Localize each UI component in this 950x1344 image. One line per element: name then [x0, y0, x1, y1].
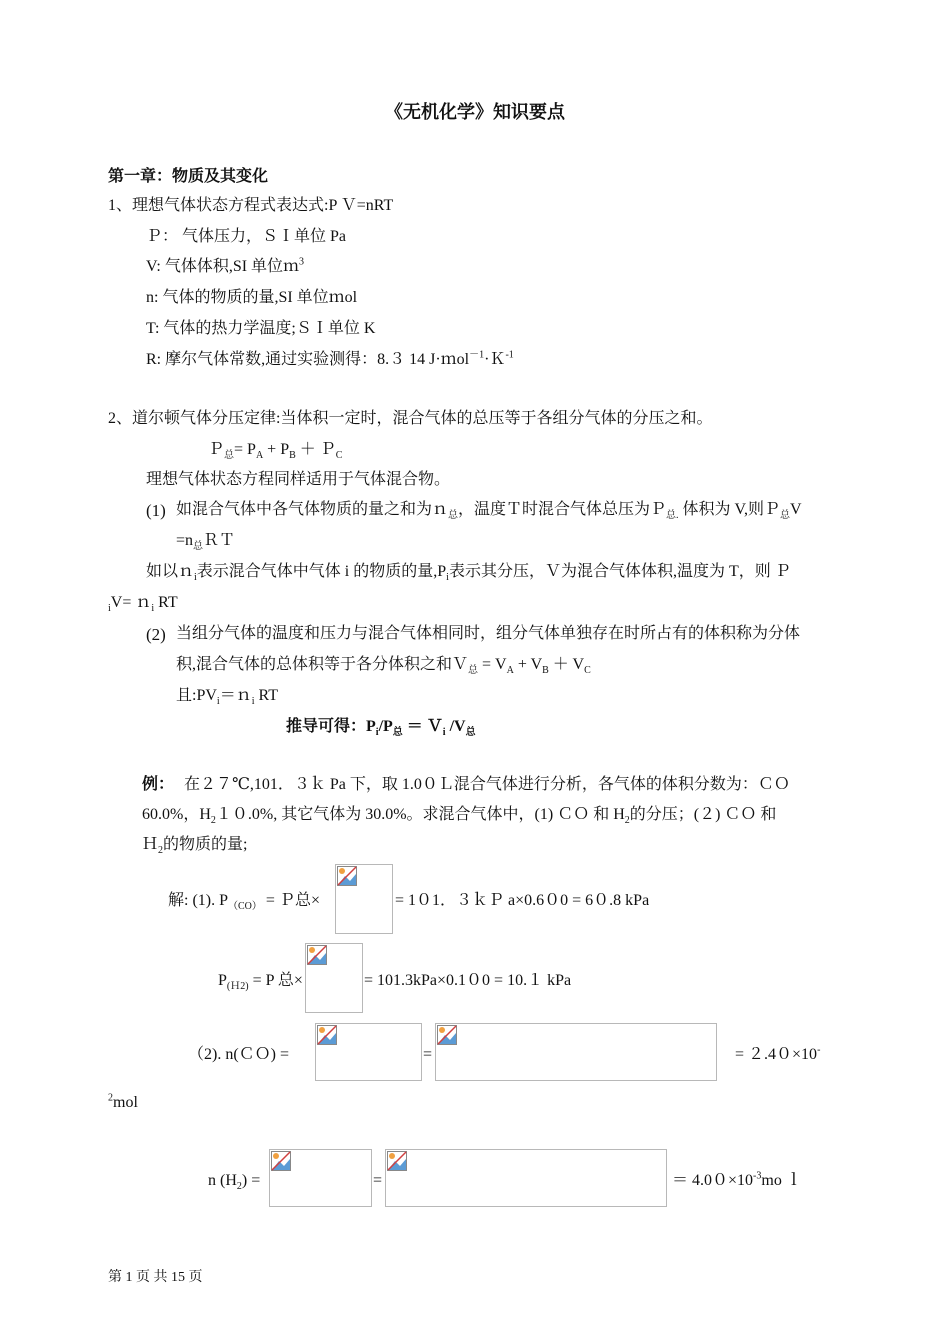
formula-image — [305, 943, 363, 1013]
item1-continuation: $=n_总RT$ — [176, 532, 236, 553]
example-line2: 60.0%，$H_210.0\%$, 其它气体为 30.0%。求混合气体中，(1) ＣＯ 和 $H_2$的分压；(２) ＣＯ 和 — [142, 806, 777, 827]
broken-image-icon — [317, 1025, 337, 1045]
solution-pco-rhs: = 1０1．３ｋＰ a×0.6０0 = 6０.8 kPa — [395, 892, 650, 909]
example-line1: 在２７℃,101．３ｋ Pa 下，取 1.0０Ｌ混合气体进行分析，各气体的体积分数为：ＣＯ — [184, 776, 790, 793]
formula-image — [335, 864, 393, 934]
page-title: 《无机化学》知识要点 — [385, 102, 565, 122]
solution-nco-lhs: （2). n(ＣＯ) = — [188, 1046, 290, 1063]
solution-nh2-lhs: n $(H_2)$ = — [208, 1172, 261, 1193]
def-p: Ｐ： 气体压力，ＳＩ单位 Pa — [146, 228, 347, 245]
broken-image-icon — [437, 1025, 457, 1045]
broken-image-icon — [271, 1151, 291, 1171]
item2-line1: 当组分气体的温度和压力与混合气体相同时，组分气体单独存在时所占有的体积称为分体 — [176, 625, 801, 642]
dalton-equation: Ｐ$_总$= $P_A + P_B$ ＋ Ｐ$_C$ — [208, 441, 343, 462]
def-n: n: 气体的物质的量,SI 单位ｍol — [146, 289, 358, 306]
solution-nco-unit: $^2$mol — [108, 1092, 138, 1111]
broken-image-icon — [307, 945, 327, 965]
def-r: R: 摩尔气体常数,通过实验测得：8.３ 14 J·ｍol$^{-1}$·Ｋ$^{-1}$ — [146, 349, 514, 368]
chapter-heading: 第一章：物质及其变化 — [108, 168, 269, 185]
formula-image — [385, 1149, 667, 1207]
item1-text: 如混合气体中各气体物质的量之和为ｎ$_总$，温度Ｔ时混合气体总压为Ｐ$_{总.}$ 体积为 V,则Ｐ$_总$V — [176, 501, 802, 522]
solution-nh2-result: ＝ $4.00\times 10^{-3}mo$ ｌ — [672, 1170, 802, 1189]
item2-number: (2) — [146, 625, 166, 644]
partial-pressure-continuation: $_i$V= ｎ$_i$ RT — [108, 594, 178, 615]
solution-ph2-rhs: = 101.3kPa×0.1０0 = 10.１ kPa — [364, 972, 572, 989]
item1-number: (1) — [146, 501, 166, 520]
example-line3: Ｈ$_2$的物质的量; — [142, 836, 248, 857]
section2-heading: 2、道尔顿气体分压定律:当体积一定时，混合气体的总压等于各组分气体的分压之和。 — [108, 410, 713, 427]
formula-image — [269, 1149, 372, 1207]
def-v: V: 气体体积,SI 单位ｍ$^3$ — [146, 256, 305, 275]
item2-line2: 积,混合气体的总体积等于各分体积之和Ｖ$_总$ = $V_A + V_B + V_C$ — [176, 656, 591, 677]
solution-pco-lhs: 解: (1). $P_{(CO)}$ = Ｐ总× — [168, 892, 320, 913]
formula-image — [435, 1023, 717, 1081]
derived-equation: 推导可得：$P_i/P_总$ ＝ Ｖ$_i$ $/V_总$ — [286, 718, 476, 739]
solution-nh2-equals: = — [373, 1172, 383, 1189]
broken-image-icon — [337, 866, 357, 886]
solution-nco-equals: = — [423, 1046, 433, 1063]
broken-image-icon — [387, 1151, 407, 1171]
qie-equation: 且$:PV_i=n_i$ RT — [176, 687, 278, 708]
def-t: T: 气体的热力学温度;ＳＩ单位 K — [146, 320, 376, 337]
solution-ph2-lhs: $P_{(H2)} = P$ 总× — [218, 972, 303, 993]
section1-heading: 1、理想气体状态方程式表达式:P Ｖ=nRT — [108, 197, 394, 214]
partial-pressure-text: 如以ｎ$_i$表示混合气体中气体 i 的物质的量$,P_i$表示其分压，Ｖ为混合气体体积,温度为 T，则 Ｐ — [146, 563, 791, 584]
solution-nco-result: = ２.4０×10- — [735, 1044, 821, 1063]
formula-image — [315, 1023, 422, 1081]
example-label: 例： — [142, 776, 175, 793]
mixture-note: 理想气体状态方程同样适用于气体混合物。 — [146, 471, 451, 488]
page-footer: 第 1 页 共 15 页 — [108, 1270, 203, 1285]
